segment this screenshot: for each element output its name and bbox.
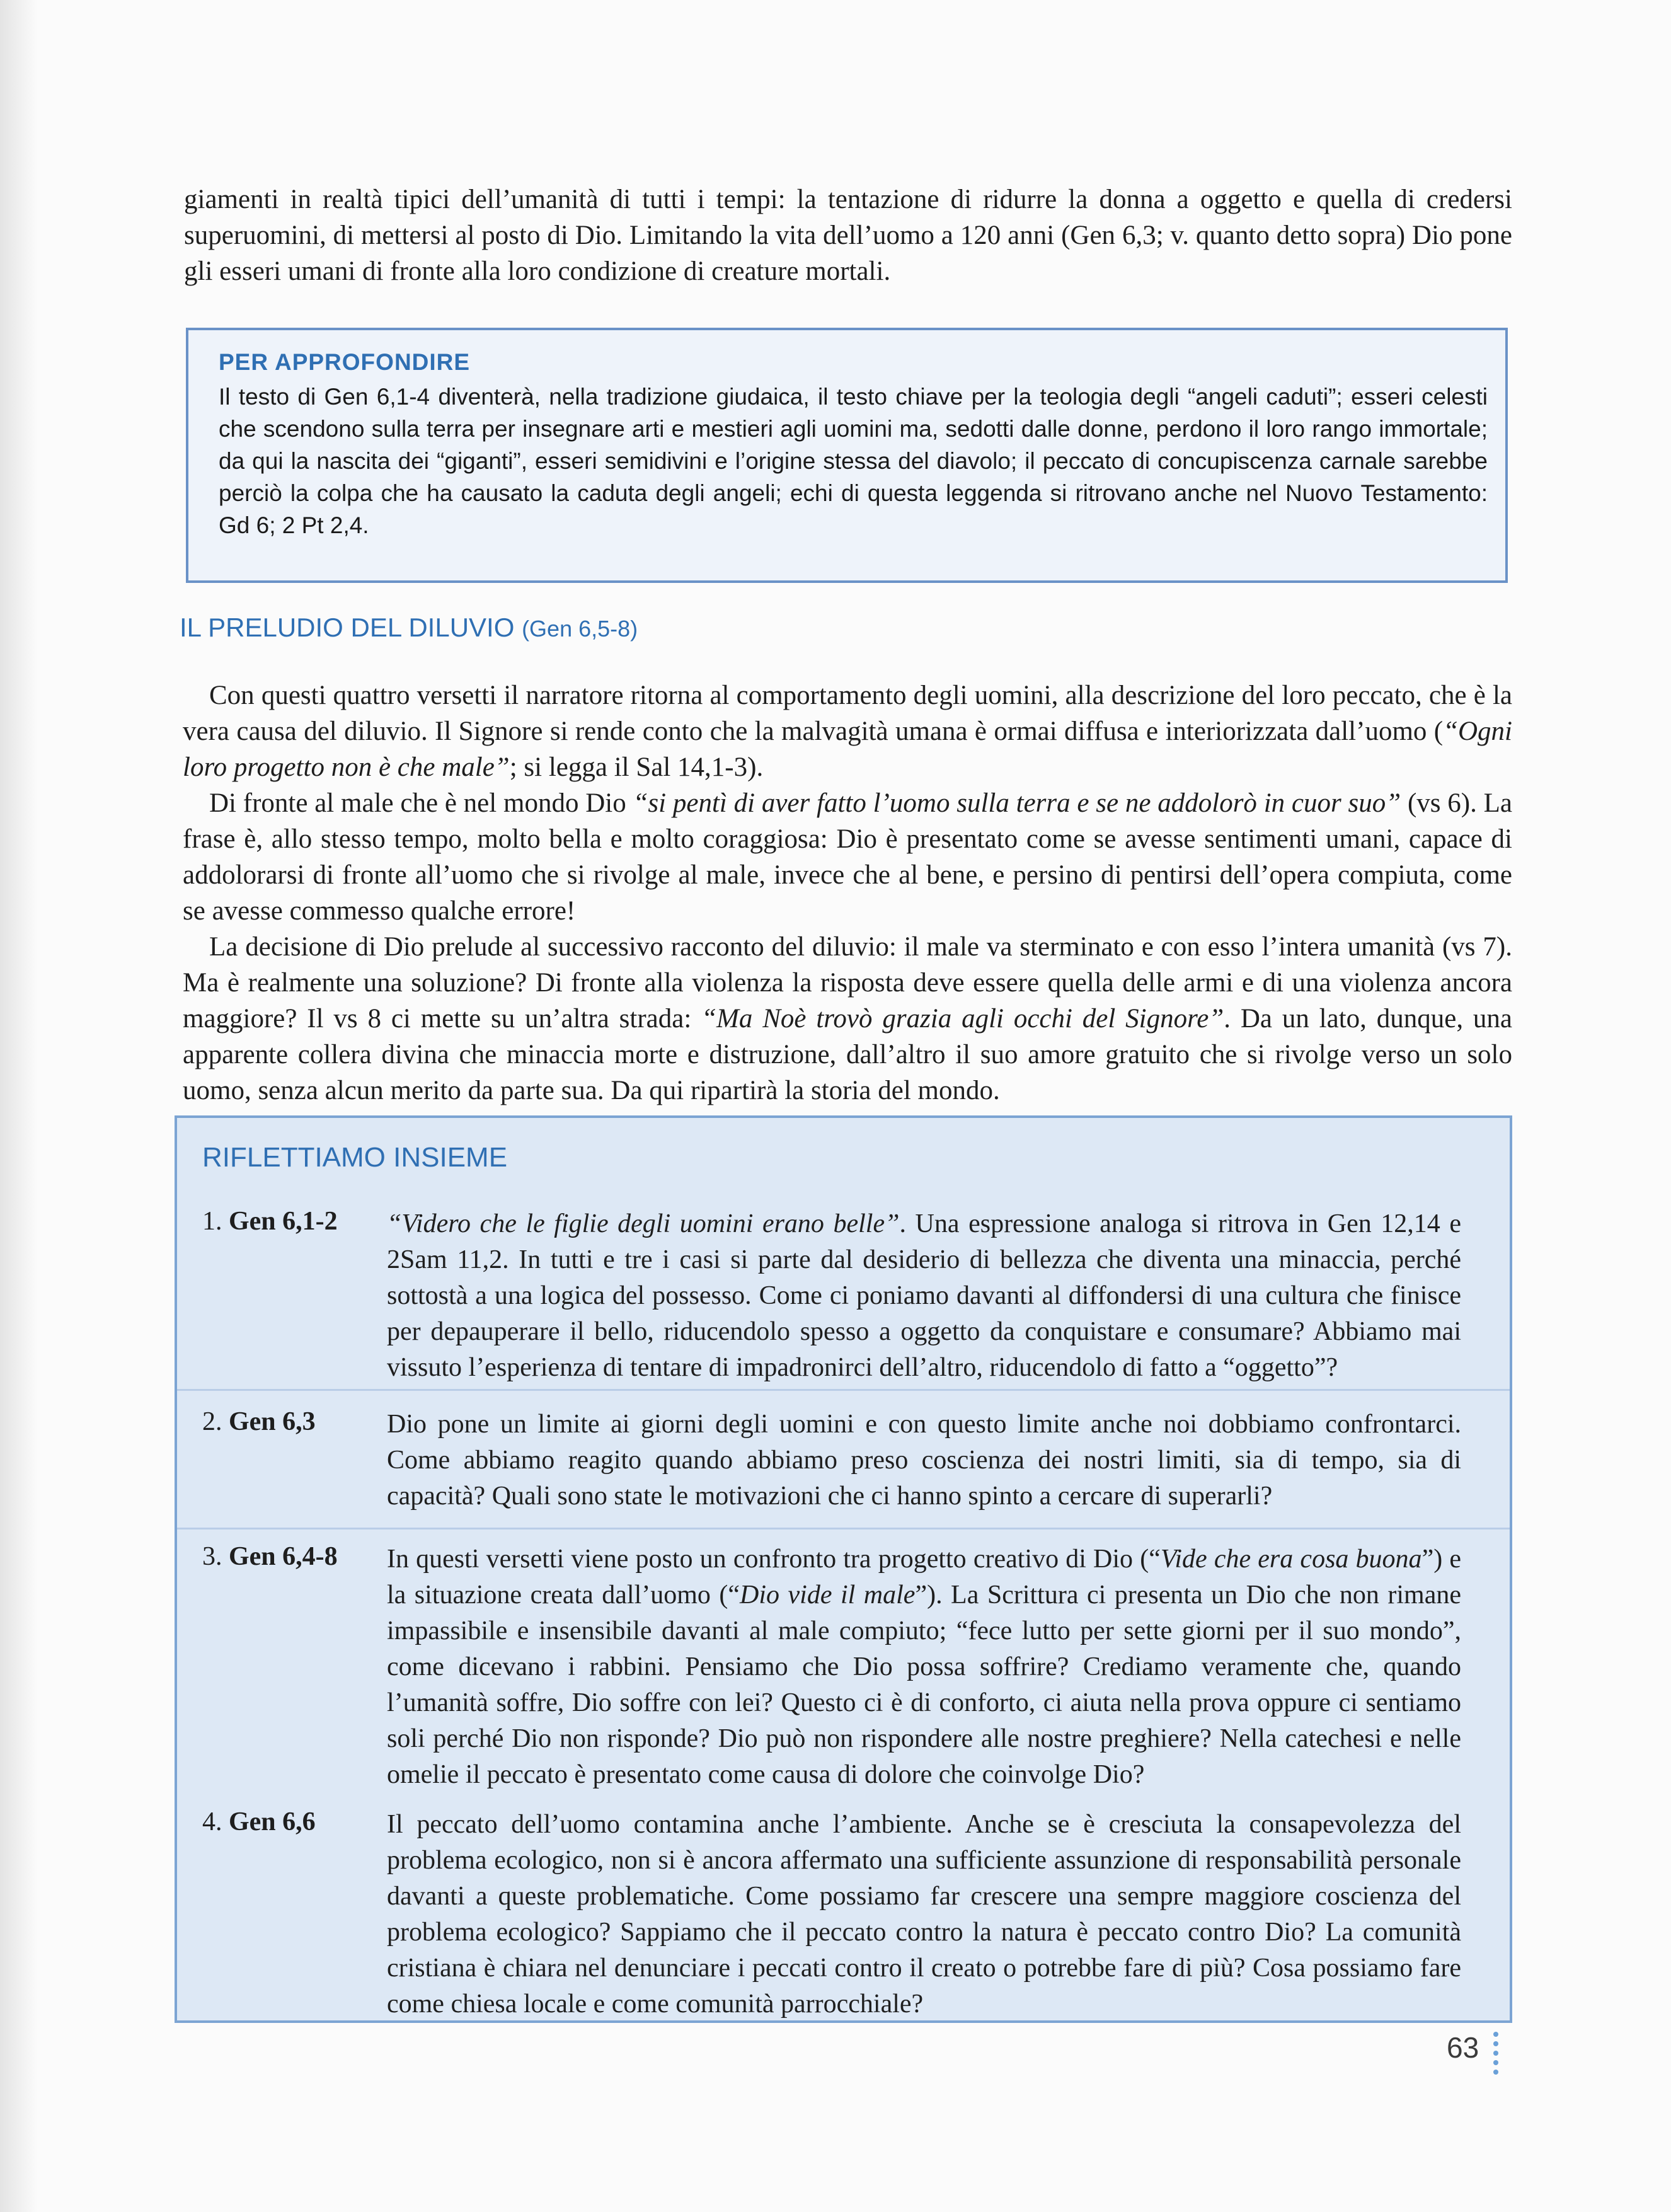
item-text-a: In questi versetti viene posto un confronto tra progetto creativo di Dio (“ (387, 1545, 1161, 1574)
p1-quote: “Ogni loro progetto non è che male” (183, 717, 1512, 782)
page-number-dots (1493, 2032, 1500, 2079)
item-text-c: ”). La Scrittura ci presenta un Dio che non rimane impassibile e insensibile davanti al male compiuto; “fece lutto per sette giorni per il suo mondo”, come dicevano i rabbini. Pensiamo che Dio possa soffrire? Crediamo veramente che, quando l’umanità soffre, Dio soffre con lei? Questo ci è di conforto, ci aiuta nella prova oppure ci sentiamo soli perché Dio non risponde? Dio può non rispondere alle nostre preghiere? Nella catechesi e nelle omelie il peccato è presentato come causa di dolore che coinvolge Dio? (387, 1581, 1462, 1789)
p2-text-a: Di fronte al male che è nel mondo Dio (209, 788, 633, 818)
binding-shadow (0, 0, 38, 2212)
p1-text-a: Con questi quattro versetti il narratore ritorna al comportamento degli uomini, alla descrizione del loro peccato, che è la vera causa del diluvio. Il Signore si rende conto che la malvagità umana è ormai diffusa e interiorizzata dall’uomo ( (183, 681, 1512, 746)
p2-text-b: (vs 6). La frase è, allo stesso tempo, molto bella e molto coraggiosa: Dio è presentato come se avesse sentimenti umani, capace di addolorarsi di fronte all’uomo che si rivolge al male, invece che al bene, e persino di pentirsi dell’opera compiuta, come se avesse commesso qualche errore! (183, 788, 1512, 926)
intro-text: giamenti in realtà tipici dell’umanità di tutti i tempi: la tentazione di ridurre la donna a oggetto e quella di credersi superuomini, di mettersi al posto di Dio. Limitando la vita dell’uomo a 120 anni (Gen 6,3; v. quanto detto sopra) Dio pone gli esseri umani di fronte alla loro condizione di creature mortali. (184, 185, 1512, 286)
dot (1493, 2060, 1498, 2065)
riflettiamo-insieme-box (175, 1115, 1512, 2023)
item-ref: Gen 6,6 (229, 1807, 316, 1836)
item-ref: Gen 6,4-8 (229, 1542, 338, 1571)
item-divider (177, 1528, 1510, 1529)
dot (1493, 2032, 1498, 2037)
preludio-body (183, 677, 1512, 1109)
reflection-item-4 (177, 1807, 1510, 2021)
item-text-b: ”) e la situazione creata dall’uomo (“ (387, 1545, 1461, 1610)
dot (1493, 2041, 1498, 2046)
preludio-paragraph-1 (183, 677, 1512, 785)
item-ref: Gen 6,3 (229, 1407, 316, 1436)
intro-paragraph (184, 181, 1512, 289)
p3-quote: “Ma Noè trovò grazia agli occhi del Signore” (701, 1004, 1224, 1034)
item-quote-a: Vide che era cosa buona (1160, 1545, 1422, 1574)
item-divider (177, 1389, 1510, 1391)
p2-quote: “si pentì di aver fatto l’uomo sulla terra e se ne addolorò in cuor suo” (633, 788, 1401, 818)
p1-text-b: ; si legga il Sal 14,1-3). (509, 752, 764, 782)
per-approfondire-heading: PER APPROFONDIRE (219, 349, 471, 375)
reflection-item-2 (177, 1407, 1510, 1514)
p3-text-b: . Da un lato, dunque, una apparente collera divina che minaccia morte e distruzione, dall’altro il suo amore gratuito che si rivolge verso un solo uomo, senza alcun merito da parte sua. Da qui ripartirà la storia del mondo. (183, 1004, 1512, 1105)
reflection-text-4: Il peccato dell’uomo contamina anche l’ambiente. Anche se è cresciuta la consapevolezza del problema ecologico, non si è ancora affermato una sufficiente assunzione di responsabilità personale davanti a queste problematiche. Come possiamo far crescere una sempre maggiore coscienza del problema ecologico? Sappiamo che il peccato contro la natura è peccato contro Dio? La comunità cristiana è chiara nel denunciare i peccati contro il creato o potrebbe fare di più? Cosa possiamo fare come chiesa locale e come comunità parrocchiale? (387, 1810, 1461, 2019)
reflection-ref-4 (202, 1807, 366, 1837)
item-quote-b: Dio vide il male (740, 1581, 916, 1610)
section-title-text: IL PRELUDIO DEL DILUVIO (180, 613, 515, 642)
reflection-ref-2 (202, 1407, 366, 1437)
preludio-paragraph-2 (183, 785, 1512, 929)
preludio-paragraph-3 (183, 929, 1512, 1109)
reflection-text-3 (387, 1541, 1461, 1793)
item-text: . Una espressione analoga si ritrova in Gen 12,14 e 2Sam 11,2. In tutti e tre i casi si parte dal desiderio di bellezza che diventa una minaccia, perché sottostà a una logica del possesso. Come ci poniamo davanti al diffondersi di una cultura che finisce per depauperare il bello, riducendolo spesso a oggetto da conquistare e consumare? Abbiamo mai vissuto l’esperienza di tentare di impadronirci dell’altro, riducendolo di fatto a “oggetto”? (387, 1209, 1461, 1382)
item-number: 2. (202, 1407, 222, 1436)
item-number: 1. (202, 1207, 222, 1236)
per-approfondire-box (186, 328, 1508, 583)
reflection-text-2: Dio pone un limite ai giorni degli uomini e con questo limite anche noi dobbiamo confrontarci. Come abbiamo reagito quando abbiamo preso coscienza dei nostri limiti, sia di tempo, sia di capacità? Quali sono state le motivazioni che ci hanno spinto a cercare di superarli? (387, 1410, 1461, 1511)
item-ref: Gen 6,1-2 (229, 1207, 338, 1236)
page-number: 63 (1447, 2031, 1479, 2064)
reflection-text-1 (387, 1206, 1461, 1386)
reflection-ref-3 (202, 1541, 366, 1572)
reflection-item-3 (177, 1541, 1510, 1794)
item-number: 3. (202, 1542, 222, 1571)
item-number: 4. (202, 1807, 222, 1836)
section-title-preludio (180, 613, 638, 643)
dot (1493, 2051, 1498, 2056)
item-quote: “Videro che le figlie degli uomini erano belle” (387, 1209, 900, 1238)
section-title-ref: (Gen 6,5-8) (522, 616, 638, 642)
per-approfondire-text: Il testo di Gen 6,1-4 diventerà, nella tradizione giudaica, il testo chiave per la teologia degli “angeli caduti”; esseri celesti che scendono sulla terra per insegnare arti e mestieri agli uomini ma, sedotti dalle donne, perdono il loro rango immortale; da qui la nascita dei “giganti”, esseri semidivini e l’origine stessa del diavolo; il peccato di concupiscenza carnale sarebbe perciò la colpa che ha causato la caduta degli angeli; echi di questa leggenda si ritrovano anche nel Nuovo Testamento: Gd 6; 2 Pt 2,4. (219, 384, 1488, 538)
reflection-ref-1 (202, 1206, 366, 1236)
dot (1493, 2070, 1498, 2075)
p3-text-a: La decisione di Dio prelude al successivo racconto del diluvio: il male va sterminato e con esso l’intera umanità (vs 7). Ma è realmente una soluzione? Di fronte alla violenza la risposta deve essere quella delle armi e di una violenza ancora maggiore? Il vs 8 ci mette su un’altra strada: (183, 932, 1512, 1034)
riflettiamo-heading: RIFLETTIAMO INSIEME (202, 1142, 508, 1173)
reflection-item-1 (177, 1206, 1510, 1382)
